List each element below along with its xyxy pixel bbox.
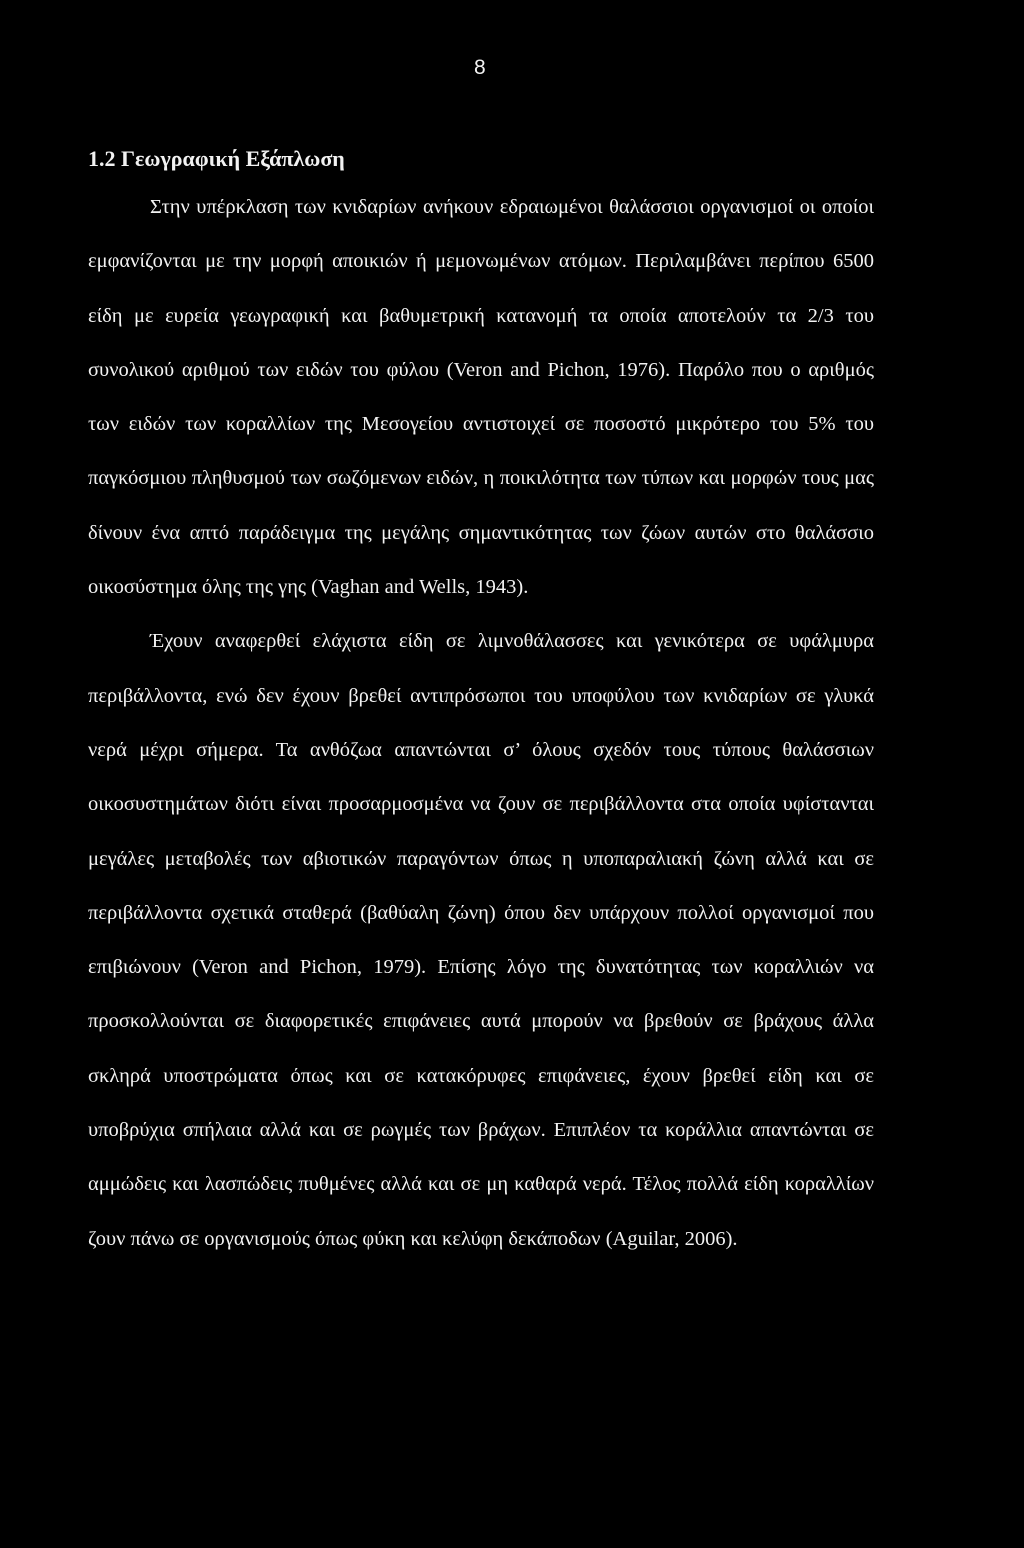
body-text: [88, 180, 874, 1266]
paragraph-1: Στην υπέρκλαση των κνιδαρίων ανήκουν εδραιωμένοι θαλάσσιοι οργανισμοί οι οποίοι εμφανίζονται με την μορφή αποικιών ή μεμονωμένων ατόμων. Περιλαμβάνει περίπου 6500 είδη με ευρεία γεωγραφική και βαθυμετρική κατανομή τα οποία αποτελούν τα 2/3 του συνολικού αριθμού των ειδών του φύλου (Veron and Pichon, 1976). Παρόλο που ο αριθμός των ειδών των κοραλλίων της Μεσογείου αντιστοιχεί σε ποσοστό μικρότερο του 5% του παγκόσμιου πληθυσμού των σωζόμενων ειδών, η ποικιλότητα των τύπων και μορφών τους μας δίνουν ένα απτό παράδειγμα της μεγάλης σημαντικότητας των ζώων αυτών στο θαλάσσιο οικοσύστημα όλης της γης (Vaghan and Wells, 1943).: [88, 196, 874, 599]
section-heading: 1.2 Γεωγραφική Εξάπλωση: [88, 146, 345, 171]
page-number: 8: [474, 56, 486, 79]
paragraph-2: Έχουν αναφερθεί ελάχιστα είδη σε λιμνοθάλασσες και γενικότερα σε υφάλμυρα περιβάλλοντα, ενώ δεν έχουν βρεθεί αντιπρόσωποι του υποφύλου των κνιδαρίων σε γλυκά νερά μέχρι σήμερα. Τα ανθόζωα απαντώνται σ’ όλους σχεδόν τους τύπους θαλάσσιων οικοσυστημάτων διότι είναι προσαρμοσμένα να ζουν σε περιβάλλοντα στα οποία υφίστανται μεγάλες μεταβολές των αβιοτικών παραγόντων όπως η υποπαραλιακή ζώνη αλλά και σε περιβάλλοντα σχετικά σταθερά (βαθύαλη ζώνη) όπου δεν υπάρχουν πολλοί οργανισμοί που επιβιώνουν (Veron and Pichon, 1979). Επίσης λόγο της δυνατότητας των κοραλλιών να προσκολλούνται σε διαφορετικές επιφάνειες αυτά μπορούν να βρεθούν σε βράχους άλλα σκληρά υποστρώματα όπως και σε κατακόρυφες επιφάνειες, έχουν βρεθεί είδη και σε υποβρύχια σπήλαια αλλά και σε ρωγμές των βράχων. Επιπλέον τα κοράλλια απαντώνται σε αμμώδεις και λασπώδεις πυθμένες αλλά και σε μη καθαρά νερά. Τέλος πολλά είδη κοραλλίων ζουν πάνω σε οργανισμούς όπως φύκη και κελύφη δεκάποδων (Aguilar, 2006).: [88, 630, 874, 1250]
